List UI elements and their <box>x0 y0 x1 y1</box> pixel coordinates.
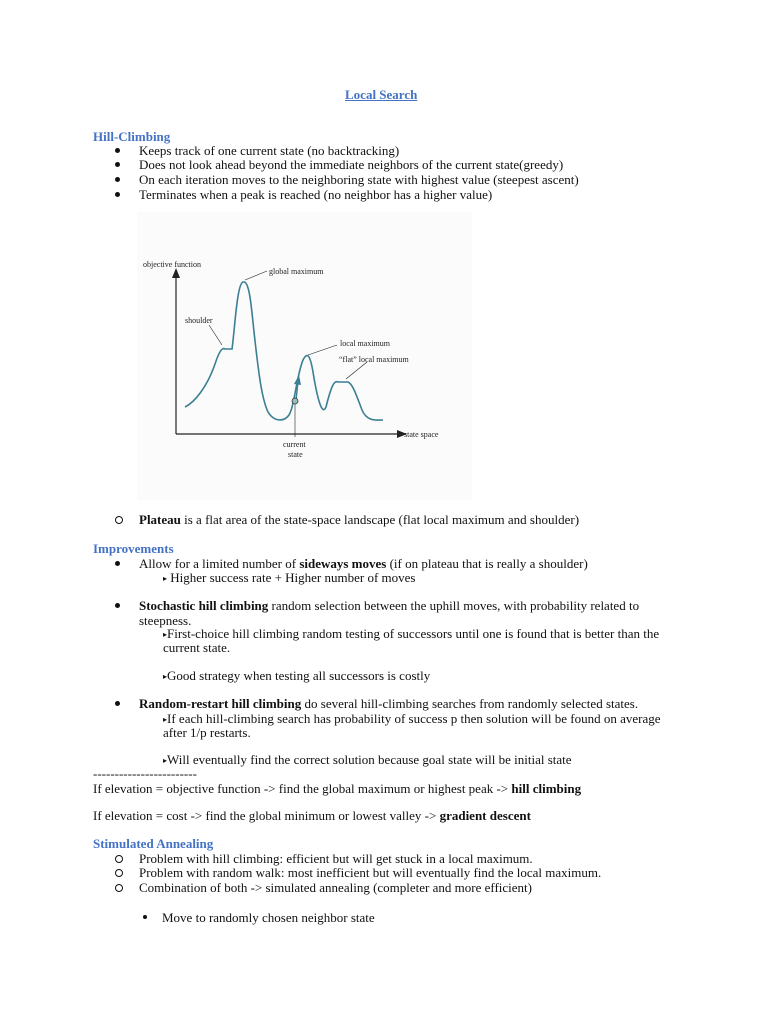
current-state-point <box>292 398 298 404</box>
list-item: Move to randomly chosen neighbor state <box>162 910 375 925</box>
random-restart-line1: do several hill-climbing searches from randomly selected states. <box>301 696 639 711</box>
good-strategy-sub-item <box>163 668 430 684</box>
plateau-line <box>139 512 579 527</box>
eventually-sub-item <box>163 752 572 768</box>
elevation-cost-pre: If elevation = cost -> find the global minimum or lowest valley -> <box>93 808 440 823</box>
triangle-icon: ▸ <box>163 574 168 583</box>
bullet-dot <box>115 192 120 197</box>
triangle-icon: ▸ <box>163 672 168 681</box>
bullet-circle <box>115 516 123 524</box>
list-item: Keeps track of one current state (no backtracking) <box>139 143 400 158</box>
list-item: Terminates when a peak is reached (no neighbor has a higher value) <box>139 187 493 202</box>
first-choice-sub-item <box>163 626 659 642</box>
stochastic-line2: steepness. <box>139 613 192 628</box>
bullet-dot <box>115 162 120 167</box>
elevation-objective-pre: If elevation = objective function -> find the global maximum or highest peak -> <box>93 781 512 796</box>
state-space-landscape-figure <box>137 212 472 500</box>
bullet-dot <box>115 148 120 153</box>
stochastic-bold: Stochastic hill climbing <box>139 598 269 613</box>
random-restart-item <box>139 696 638 711</box>
x-axis-label: state space <box>404 430 439 439</box>
elevation-cost-line <box>93 808 531 823</box>
current-state-label-line1: current <box>283 440 306 449</box>
sideways-bold: sideways moves <box>299 556 387 571</box>
sideways-moves-item <box>139 556 588 571</box>
stochastic-item <box>139 598 639 613</box>
list-item: Problem with hill climbing: efficient but will get stuck in a local maximum. <box>139 851 533 866</box>
sideways-sub-item <box>163 570 416 586</box>
shoulder-label: shoulder <box>185 316 213 325</box>
stochastic-line1: random selection between the uphill moves, with probability related to <box>268 598 640 613</box>
triangle-icon: ▸ <box>163 756 168 765</box>
current-state-label-line2: state <box>288 450 303 459</box>
local-maximum-label: local maximum <box>340 339 390 348</box>
section-heading-simulated-annealing: Stimulated Annealing <box>93 836 214 851</box>
random-restart-bold: Random-restart hill climbing <box>139 696 302 711</box>
separator-line: ------------------------ <box>93 766 197 781</box>
first-choice-line2: current state. <box>163 640 231 655</box>
elevation-objective-line <box>93 781 581 796</box>
elevation-cost-bold: gradient descent <box>439 808 531 823</box>
list-item: Combination of both -> simulated annealing (completer and more efficient) <box>139 880 533 895</box>
y-axis-label: objective function <box>143 260 201 269</box>
triangle-icon: ▸ <box>163 630 168 639</box>
good-strategy-text: Good strategy when testing all successors is costly <box>167 668 431 683</box>
list-item: Problem with random walk: most inefficient but will eventually find the local maximum. <box>139 865 602 880</box>
plateau-text: is a flat area of the state-space landscape (flat local maximum and shoulder) <box>180 512 580 527</box>
bullet-dot <box>115 701 120 706</box>
probability-line1: If each hill-climbing search has probability of success p then solution will be found on average <box>167 711 661 726</box>
bullet-dot <box>115 177 120 182</box>
bullet-dot <box>115 561 120 566</box>
sideways-post: (if on plateau that is really a shoulder) <box>386 556 588 571</box>
bullet-circle <box>115 855 123 863</box>
sideways-pre: Allow for a limited number of <box>139 556 300 571</box>
first-choice-line1: First-choice hill climbing random testing of successors until one is found that is better than the <box>167 626 660 641</box>
page-title: Local Search <box>345 87 418 102</box>
triangle-icon: ▸ <box>163 715 168 724</box>
sideways-sub-text: Higher success rate + Higher number of moves <box>167 570 416 585</box>
bullet-circle <box>115 884 123 892</box>
list-item: On each iteration moves to the neighboring state with highest value (steepest ascent) <box>139 172 579 187</box>
section-heading-hill-climbing: Hill-Climbing <box>93 129 171 144</box>
probability-line2: after 1/p restarts. <box>163 725 251 740</box>
flat-local-maximum-label: “flat” local maximum <box>339 355 409 364</box>
bullet-circle <box>115 869 123 877</box>
plateau-term: Plateau <box>139 512 181 527</box>
section-heading-improvements: Improvements <box>93 541 174 556</box>
elevation-objective-bold: hill climbing <box>511 781 582 796</box>
list-item: Does not look ahead beyond the immediate neighbors of the current state(greedy) <box>139 157 564 172</box>
bullet-dot <box>143 915 147 919</box>
global-maximum-label: global maximum <box>269 267 324 276</box>
bullet-dot <box>115 603 120 608</box>
eventually-text: Will eventually find the correct solution because goal state will be initial state <box>167 752 572 767</box>
